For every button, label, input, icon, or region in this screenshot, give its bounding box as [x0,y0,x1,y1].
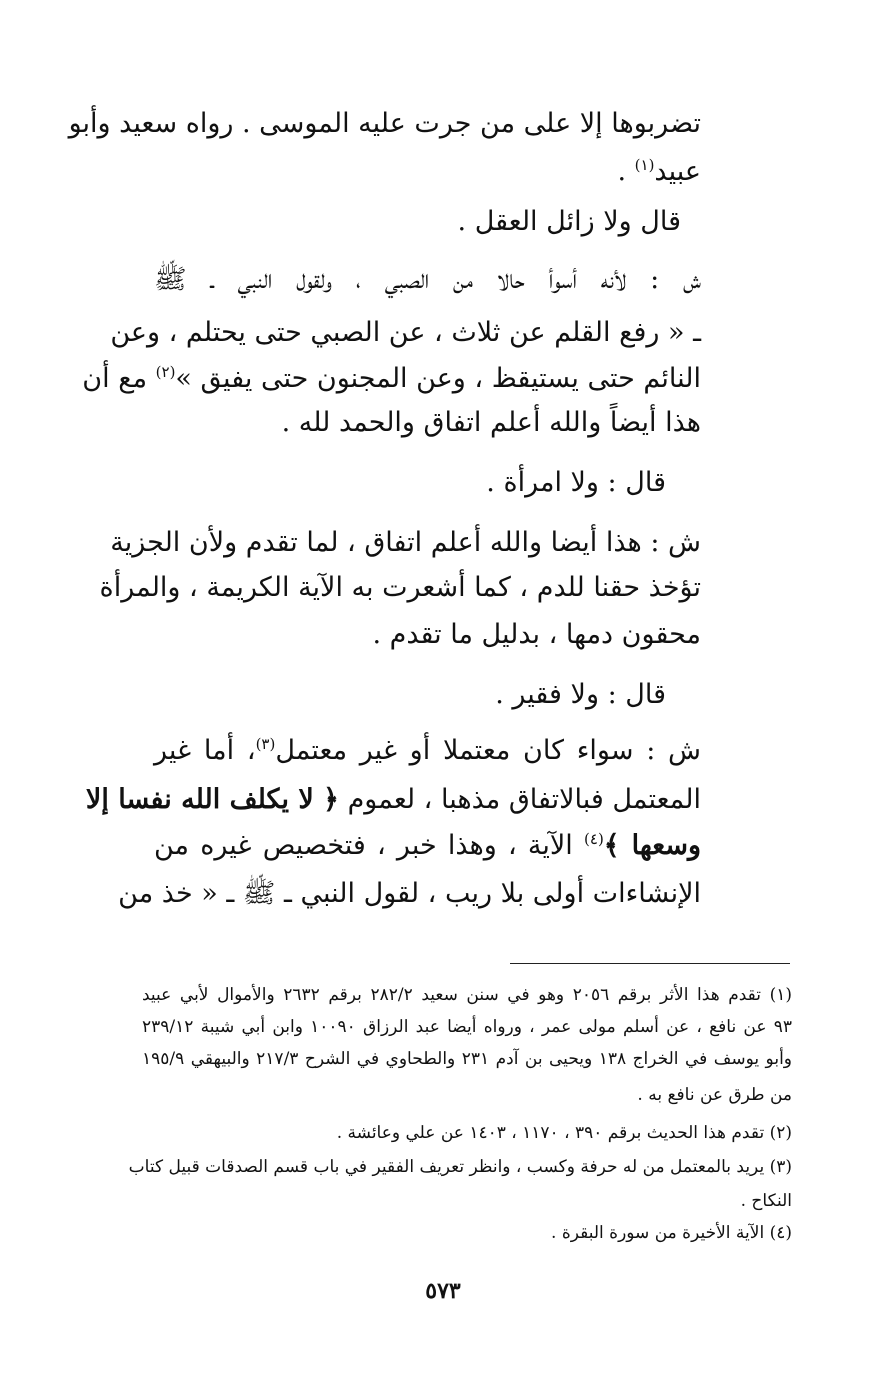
footnote-3-line-2: النكاح . [740,1191,792,1211]
footnote-ref-4[interactable]: (٤) [584,830,604,848]
heading-faqir: قال : ولا فقير . [495,679,666,710]
heading-zail-al-aql: قال ولا زائل العقل . [457,206,681,237]
quran-verse: ﴿ لا يكلف الله نفسا إلا [85,784,339,815]
footnote-1-line-3: وأبو يوسف في الخراج ١٣٨ ويحيى بن آدم ٢٣١ والطحاوي في الشرح ٢١٧/٣ والبيهقي ١٩٥/٩ [142,1049,793,1069]
footnote-separator [510,963,790,964]
text-line-6: النائم حتى يستيقظ ، وعن المجنون حتى يفيق »$^{(٢)}$ مع أن [82,363,701,394]
heading-imraa: قال : ولا امرأة . [486,467,666,498]
text-line-16: الإنشاءات أولى بلا ريب ، لقول النبي ـ ﷺ ـ « خذ من [118,878,701,909]
footnote-4: (٤) الآية الأخيرة من سورة البقرة . [551,1223,792,1243]
text-line-11: محقون دمها ، بدليل ما تقدم . [372,619,701,650]
text-line-13: ش : سواء كان معتملا أو غير معتمل$^{(٣)}$، أما غير [154,735,702,766]
footnote-2: (٢) تقدم هذا الحديث برقم ٣٩٠ ، ١١٧٠ ، ١٤٠٣ عن علي وعائشة . [336,1123,792,1143]
footnote-ref-1[interactable]: (١) [634,156,655,174]
text-line-7: هذا أيضاً والله أعلم اتفاق والحمد لله . [281,407,701,438]
footnote-ref-3[interactable]: (٣) [255,735,276,753]
footnote-1-line-1: (١) تقدم هذا الأثر برقم ٢٠٥٦ وهو في سنن سعيد ٢٨٢/٢ برقم ٢٦٣٢ والأموال لأبي عبيد [142,985,792,1005]
footnote-1-line-2: ٩٣ عن نافع ، عن أسلم مولى عمر ، ورواه أيضا عبد الرزاق ١٠٠٩٠ وابن أبي شيبة ٢٣٩/١٢ [142,1017,792,1037]
footnote-ref-2[interactable]: (٢) [155,363,176,381]
text-line-9: ش : هذا أيضا والله أعلم اتفاق ، لما تقدم ولأن الجزية [110,527,701,558]
quran-verse-end: وسعها ﴾ [603,830,701,861]
text-line-10: تؤخذ حقنا للدم ، كما أشعرت به الآية الكريمة ، والمرأة [99,572,701,603]
text-line-15: وسعها ﴾$^{(٤)}$ الآية ، وهذا خبر ، فتخصيص غيره من [154,830,701,861]
text-line-5: ـ « رفع القلم عن ثلاث ، عن الصبي حتى يحتلم ، وعن [110,317,701,348]
text-line-1: تضربوها إلا على من جرت عليه الموسى . رواه سعيد وأبو [68,108,701,139]
footnote-3-line-1: (٣) يريد بالمعتمل من له حرفة وكسب ، وانظر تعريف الفقير في باب قسم الصدقات قبيل كتاب [128,1157,792,1177]
text-line-2: عبيد$^{(١)}$ . [617,156,701,187]
footnote-1-line-4: من طرق عن نافع به . [637,1085,792,1105]
page-number: ٥٧٣ [425,1278,461,1304]
text-line-14: المعتمل فبالاتفاق مذهبا ، لعموم ﴿ لا يكلف الله نفسا إلا [85,784,701,815]
text-line-4: ش : لأنه أسوأ حالا من الصبي ، ولقول النبي ـ ﷺ [154,264,701,295]
